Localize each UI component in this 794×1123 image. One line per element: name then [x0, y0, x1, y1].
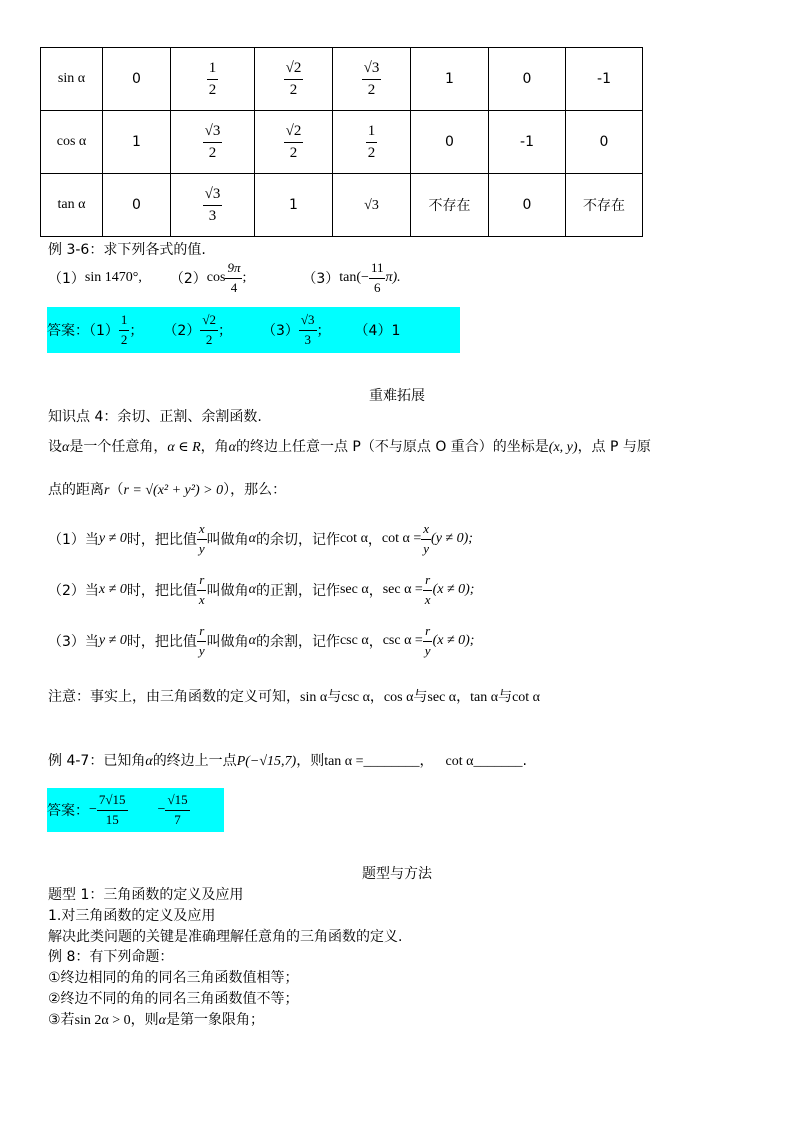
text-line-7: ③若sin 2α > 0，则α是第一象限角；: [48, 1012, 264, 1028]
q3-label: （3）: [302, 271, 340, 287]
definition-cot: （1）当 y ≠ 0 时，把比值 $\frac{x}{y}$ 叫做角 α 的余切，记作 cot α ， cot α = $\frac{x}{y}$ (y ≠ 0);: [48, 521, 473, 556]
table-cell: [255, 48, 333, 111]
cell-value: 0: [132, 197, 141, 213]
table-cell: [103, 111, 171, 174]
answer-blank-tan[interactable]: ________: [363, 754, 420, 769]
table-cell: [255, 111, 333, 174]
cell-value: -1: [520, 134, 534, 150]
sep: ；: [129, 323, 144, 339]
answer-3-6-a4: （4）1: [354, 323, 401, 339]
q2-pre: cos: [206, 270, 226, 285]
cell-value: -1: [597, 71, 611, 87]
row-label: tan α: [41, 174, 103, 237]
note-reciprocal: 注意：事实上，由三角函数的定义可知，sin α与csc α，cos α与sec α，tan α与cot α: [48, 689, 541, 705]
fraction: $\frac{√3}{2}$: [204, 123, 221, 161]
q3-fraction: $\frac{11}{6}$: [370, 260, 384, 295]
q1-label: （1）: [48, 271, 85, 287]
cell-value: 0: [599, 134, 609, 150]
q2-label: （2）: [169, 271, 207, 287]
example-4-7: 例 4-7：已知角α的终边上一点P(−√15,7)，则tan α =________， cot α_______.: [48, 753, 527, 769]
cell-value: 1: [289, 197, 298, 213]
text-line-2: 1.对三角函数的定义及应用: [48, 908, 216, 924]
table-cell: [103, 48, 171, 111]
q2-fraction: $\frac{9\pi}{4}$: [227, 260, 241, 295]
definition-sec: （2）当 x ≠ 0 时，把比值 $\frac{r}{x}$ 叫做角 α 的正割，记作 sec α ， sec α = $\frac{r}{x}$ (x ≠ 0);: [48, 572, 475, 607]
q2-post: ;: [242, 270, 247, 285]
table-cell: [411, 174, 489, 237]
example-3-6-questions: [48, 258, 401, 298]
cell-value: 不存在: [428, 198, 471, 214]
table-cell: [489, 111, 566, 174]
answer-blank-cot[interactable]: _______: [473, 754, 523, 769]
definition-line-2: 点的距离r（r = √(x² + y²) > 0），那么：: [48, 482, 287, 498]
table-cell: [255, 174, 333, 237]
fraction: $\frac{√3}{2}$: [363, 60, 380, 98]
q1-expr: sin 1470°,: [84, 270, 142, 285]
table-row: [41, 48, 643, 111]
cell-value: 不存在: [583, 198, 625, 214]
table-cell: [333, 111, 411, 174]
row-label: sin α: [41, 48, 103, 111]
table-cell: [489, 48, 566, 111]
cell-value: 0: [522, 197, 532, 213]
q3-pre: tan(−: [339, 270, 369, 285]
text-line-6: ②终边不同的角的同名三角函数值不等；: [48, 991, 299, 1007]
knowledge-point-4: 知识点 4：余切、正割、余割函数.: [48, 409, 262, 425]
cell-value: √3: [364, 197, 379, 213]
answer-3-6-a3: $\frac{√3}{3}$: [300, 312, 315, 347]
cell-value: 0: [522, 71, 532, 87]
cell-value: 0: [445, 134, 454, 150]
text-line-1: 题型 1：三角函数的定义及应用: [48, 887, 244, 903]
table-cell: [333, 174, 411, 237]
q3-post: π).: [385, 270, 401, 285]
answer-3-6-a2-label: （2）: [163, 323, 201, 339]
fraction: $\frac{√2}{2}$: [285, 123, 302, 161]
section-title-extension: 重难拓展: [369, 388, 425, 404]
fraction: $\frac{1}{2}$: [208, 60, 217, 98]
table-row: [41, 111, 643, 174]
answer-3-6-label: 答案：（1）: [47, 323, 119, 339]
cell-value: 0: [132, 71, 141, 87]
table-cell: [103, 174, 171, 237]
answer-3-6-a1: $\frac{1}{2}$: [120, 312, 128, 347]
table-cell: [566, 174, 643, 237]
sep: ；: [217, 323, 232, 339]
section-title-methods: 题型与方法: [362, 866, 432, 882]
table-cell: [566, 111, 643, 174]
definition-csc: （3）当 y ≠ 0 时，把比值 $\frac{r}{y}$ 叫做角 α 的余割，记作 csc α ， csc α = $\frac{r}{y}$ (x ≠ 0);: [48, 623, 475, 658]
table-cell: [411, 111, 489, 174]
answer-4-7-box: 答案： − $\frac{7√15}{15}$ − $\frac{√15}{7}$: [47, 788, 224, 832]
definition-line-1: 设α是一个任意角，α ∈ R，角α的终边上任意一点 P（不与原点 O 重合）的坐标是(x, y)，点 P 与原: [48, 439, 651, 455]
example-3-6-title: 例 3-6：求下列各式的值.: [48, 242, 206, 258]
table-cell: [171, 174, 255, 237]
sep: ；: [316, 323, 331, 339]
answer-3-6-a3-label: （3）: [261, 323, 299, 339]
text-line-4: 例 8：有下列命题：: [48, 949, 174, 965]
fraction: $\frac{√3}{3}$: [204, 186, 221, 224]
text-line-5: ①终边相同的角的同名三角函数值相等；: [48, 970, 299, 986]
table-cell: [171, 48, 255, 111]
cell-value: 1: [132, 134, 141, 150]
table-cell: [171, 111, 255, 174]
text-line-3: 解决此类问题的关键是准确理解任意角的三角函数的定义.: [48, 929, 403, 945]
table-cell: [411, 48, 489, 111]
table-cell: [566, 48, 643, 111]
fraction: $\frac{1}{2}$: [367, 123, 376, 161]
table-cell: [333, 48, 411, 111]
answer-3-6-box: [47, 307, 460, 353]
answer-3-6-a2: $\frac{√2}{2}$: [202, 312, 216, 347]
trig-values-table: [40, 47, 643, 237]
cell-value: 1: [445, 71, 454, 87]
fraction: $\frac{√2}{2}$: [285, 60, 302, 98]
table-cell: [489, 174, 566, 237]
row-label: cos α: [41, 111, 103, 174]
table-row: [41, 174, 643, 237]
